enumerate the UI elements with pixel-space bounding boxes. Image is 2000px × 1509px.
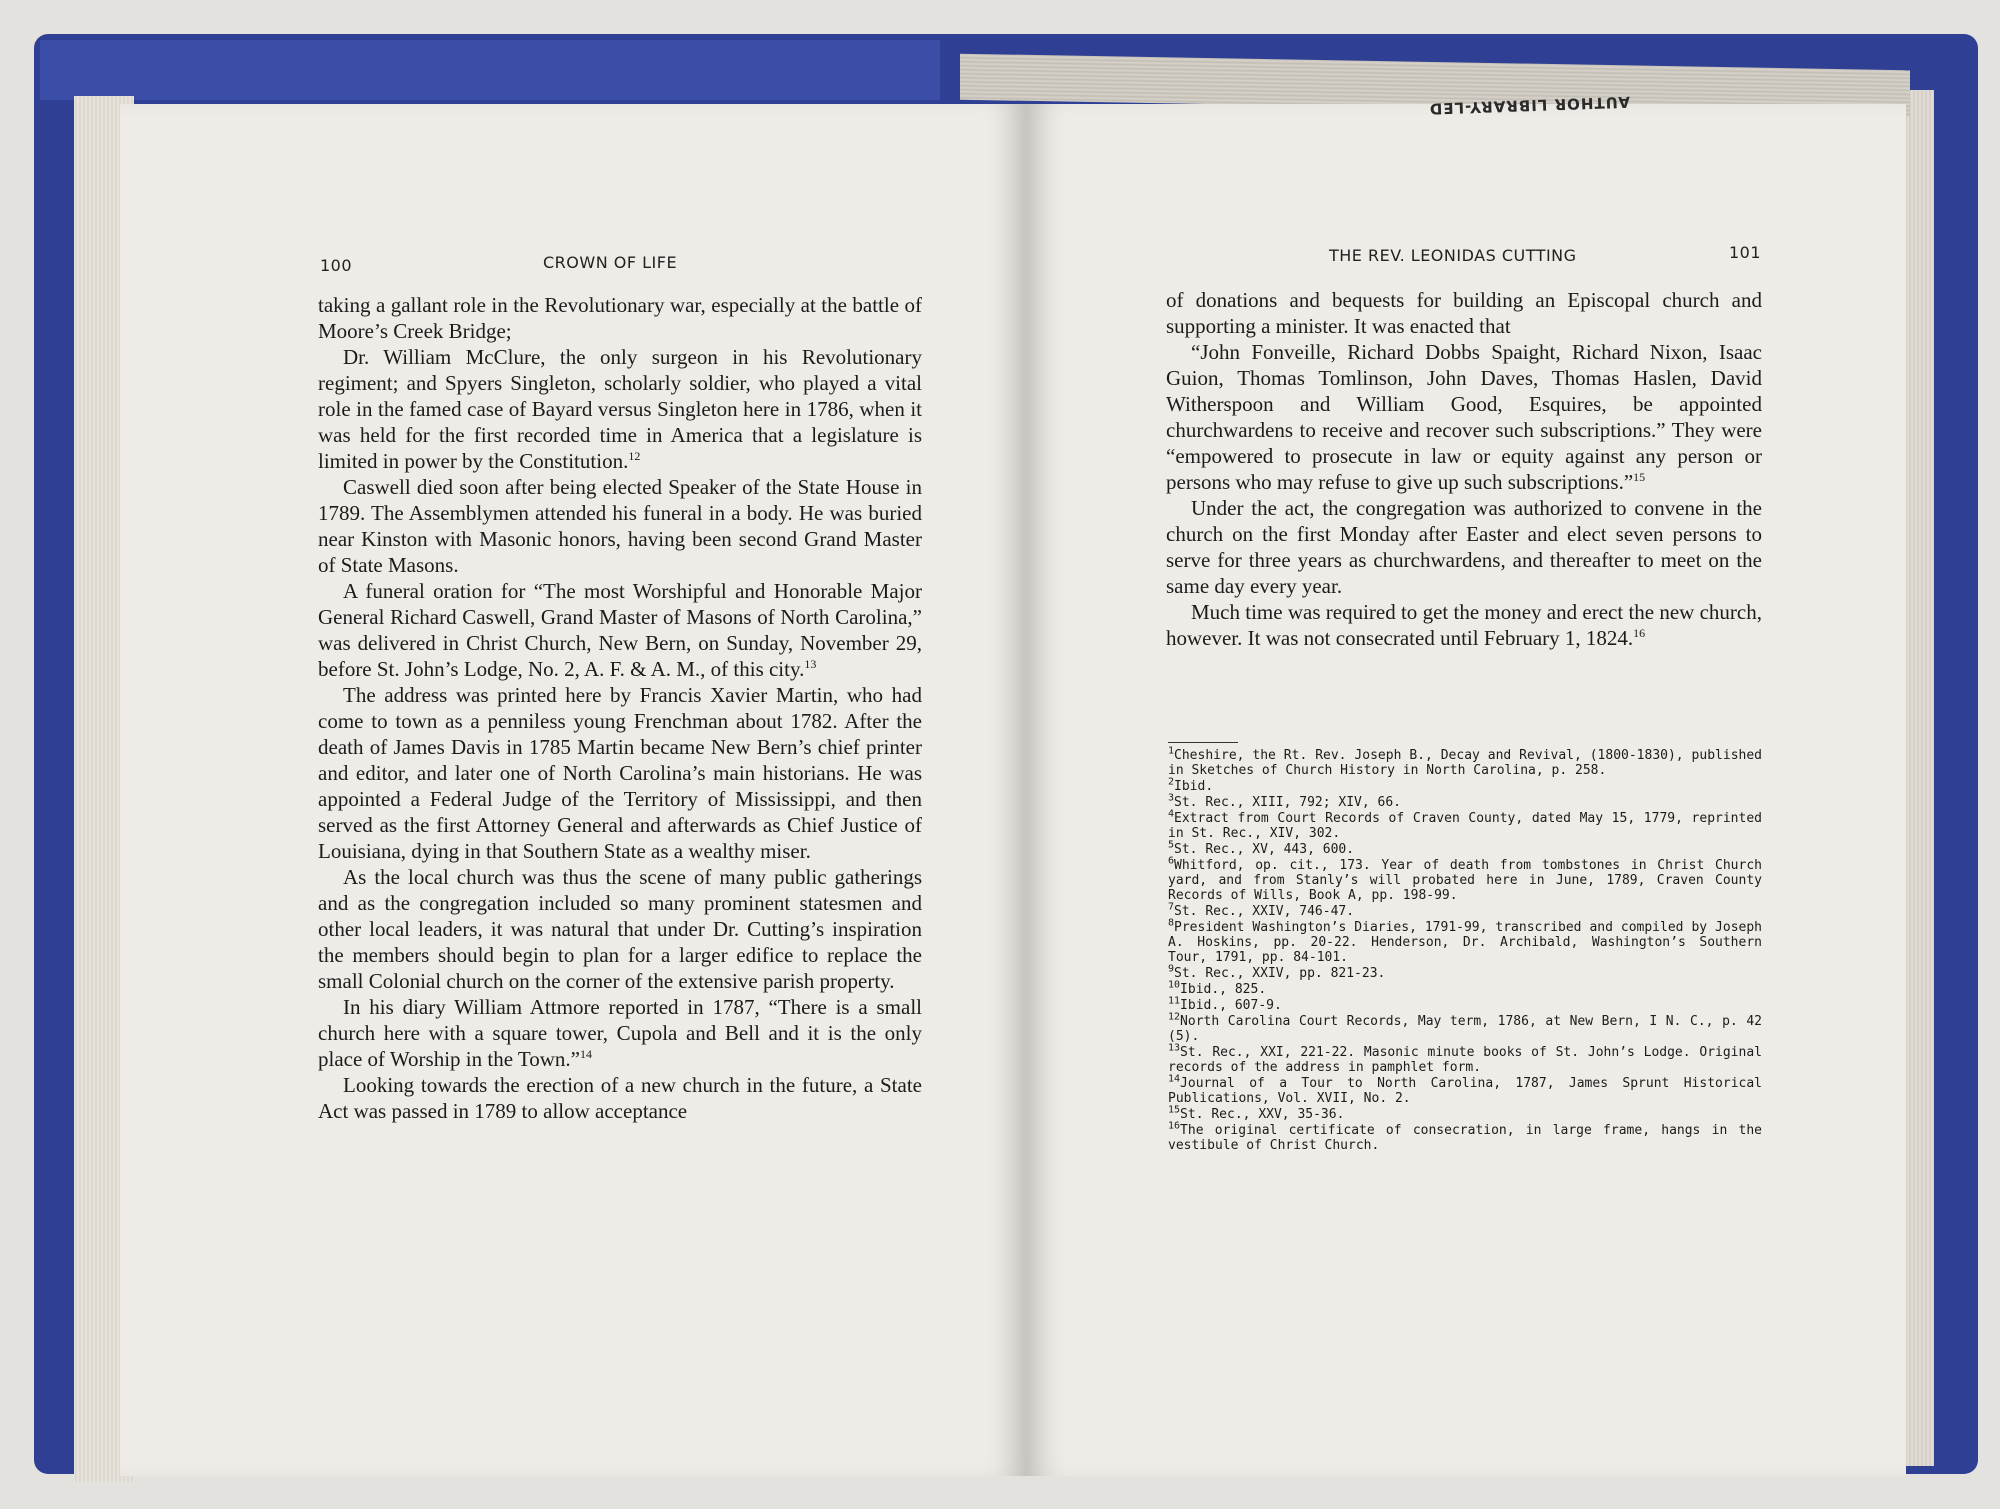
footnote (1168, 855, 1762, 903)
paragraph: of donations and bequests for building an Episcopal church and supporting a minister. It was enacted that (1166, 288, 1762, 338)
footnote (1168, 979, 1762, 997)
footnote-text: St. Rec., XV, 443, 600. (1174, 842, 1355, 857)
footnote-number: 14 (1168, 1073, 1181, 1085)
footnote-divider (1168, 742, 1238, 743)
left-page-body (318, 292, 922, 1124)
paragraph: A funeral oration for “The most Worshipful and Honorable Major General Richard Caswell, Grand Master of Masons of North Carolina,” was delivered in Christ Church, New Bern, on Sunday, November 29, before St. John’s Lodge, No. 2, A. F. & A. M., of this city.$^{13}$ (318, 579, 922, 681)
paragraph: taking a gallant role in the Revolutionary war, especially at the battle of Moore’s Creek Bridge; (318, 293, 922, 343)
footnote-number: 9 (1168, 963, 1175, 975)
left-running-head: CROWN OF LIFE (543, 253, 678, 272)
footnote (1168, 1073, 1762, 1106)
footnote-number: 3 (1168, 792, 1175, 804)
footnote-text: St. Rec., XXIV, 746-47. (1174, 904, 1355, 919)
footnote-number: 16 (1168, 1120, 1181, 1132)
right-running-head: THE REV. LEONIDAS CUTTING (1329, 246, 1577, 265)
paragraph: “John Fonveille, Richard Dobbs Spaight, Richard Nixon, Isaac Guion, Thomas Tomlinson, John Daves, Thomas Haslen, David Witherspoon and William Good, Esquires, be appointed churchwardens to receive and recover such subscriptions.” They were “empowered to prosecute in law or equity against any person or persons who may refuse to give up such subscriptions.”$^{15}$ (1166, 340, 1762, 494)
footnote (1168, 745, 1762, 778)
footnote-text: President Washington’s Diaries, 1791-99, transcribed and compiled by Joseph A. Hoskins, pp. 20-22. Henderson, Dr. Archibald, Washington’s Southern Tour, 1791, pp. 84-101. (1168, 920, 1762, 965)
footnote (1168, 963, 1762, 981)
footnote-text: St. Rec., XXIV, pp. 821-23. (1174, 966, 1386, 981)
footnote (1168, 776, 1762, 794)
footnote-ref[interactable]: 13 (804, 657, 817, 671)
footnote (1168, 808, 1762, 841)
footnote-number: 8 (1168, 917, 1175, 929)
paragraph: As the local church was thus the scene of many public gatherings and as the congregation included so many prominent statesmen and other local leaders, it was natural that under Dr. Cutting’s inspiration the members should begin to plan for a larger edifice to replace the small Colonial church on the corner of the extensive parish property. (318, 865, 922, 993)
footnote (1168, 995, 1762, 1013)
library-stamp: AUTHOR LIBRARY-LED (1428, 92, 1631, 118)
footnote-number: 15 (1168, 1104, 1181, 1116)
footnote (1168, 1120, 1762, 1153)
footnote-number: 7 (1168, 901, 1175, 913)
footnote-text: Ibid., 825. (1180, 982, 1267, 997)
footnote (1168, 839, 1762, 857)
footnote-text: Journal of a Tour to North Carolina, 1787, James Sprunt Historical Publications, Vol. XVII, No. 2. (1168, 1076, 1762, 1106)
footnote-text: Ibid. (1174, 779, 1214, 794)
footnote-text: Ibid., 607-9. (1180, 998, 1282, 1013)
footnote-number: 13 (1168, 1042, 1181, 1054)
footnote (1168, 792, 1762, 810)
paragraph: Looking towards the erection of a new church in the future, a State Act was passed in 1789 to allow acceptance (318, 1073, 922, 1123)
footnote-number: 2 (1168, 776, 1175, 788)
paragraph: Dr. William McClure, the only surgeon in his Revolutionary regiment; and Spyers Singleton, scholarly soldier, who played a vital role in the famed case of Bayard versus Singleton here in 1786, when it was held for the first recorded time in America that a legislature is limited in power by the Constitution.$^{12}$ (318, 345, 922, 473)
left-page-number: 100 (320, 256, 353, 275)
footnote-ref[interactable]: 15 (1633, 470, 1646, 484)
right-page-number: 101 (1729, 243, 1762, 262)
footnote-ref[interactable]: 16 (1633, 626, 1646, 640)
right-page-body (1166, 287, 1762, 651)
footnote (1168, 1011, 1762, 1044)
footnotes (1168, 745, 1762, 1154)
footnote-number: 12 (1168, 1011, 1181, 1023)
footnote-text: St. Rec., XXI, 221-22. Masonic minute books of St. John’s Lodge. Original records of the address in pamphlet form. (1168, 1045, 1762, 1075)
footnote-ref[interactable]: 14 (580, 1047, 593, 1061)
footnote-text: St. Rec., XXV, 35-36. (1180, 1107, 1345, 1122)
footnote-text: North Carolina Court Records, May term, 1786, at New Bern, I N. C., p. 42 (5). (1168, 1014, 1762, 1044)
paragraph: Caswell died soon after being elected Speaker of the State House in 1789. The Assemblymen attended his funeral in a body. He was buried near Kinston with Masonic honors, having been second Grand Master of State Masons. (318, 475, 922, 577)
footnote-number: 11 (1168, 995, 1181, 1007)
footnote (1168, 1104, 1762, 1122)
footnote-number: 5 (1168, 839, 1175, 851)
paragraph: In his diary William Attmore reported in 1787, “There is a small church here with a square tower, Cupola and Bell and it is the only place of Worship in the Town.”$^{14}$ (318, 995, 922, 1071)
footnote-number: 4 (1168, 808, 1175, 820)
footnote-text: St. Rec., XIII, 792; XIV, 66. (1174, 795, 1402, 810)
footnote-number: 10 (1168, 979, 1181, 991)
footnote-number: 6 (1168, 855, 1175, 867)
paragraph: Under the act, the congregation was authorized to convene in the church on the first Monday after Easter and elect seven persons to serve for three years as churchwardens, and thereafter to meet on the same day every year. (1166, 496, 1762, 598)
footnote (1168, 917, 1762, 965)
book-cover-spine-edge (40, 40, 940, 100)
footnote (1168, 1042, 1762, 1075)
footnote-text: Cheshire, the Rt. Rev. Joseph B., Decay and Revival, (1800-1830), published in Sketches of Church History in North Carolina, p. 258. (1168, 748, 1762, 778)
footnote-number: 1 (1168, 745, 1175, 757)
paragraph: Much time was required to get the money and erect the new church, however. It was not consecrated until February 1, 1824.16 (1166, 600, 1762, 650)
footnote-text: The original certificate of consecration, in large frame, hangs in the vestibule of Christ Church. (1168, 1123, 1762, 1153)
paragraph: The address was printed here by Francis Xavier Martin, who had come to town as a penniless young Frenchman about 1782. After the death of James Davis in 1785 Martin became New Bern’s chief printer and editor, and later one of North Carolina’s main historians. He was appointed a Federal Judge of the Territory of Mississippi, and then served as the first Attorney General and afterwards as Chief Justice of Louisiana, dying in that Southern State as a wealthy miser. (318, 683, 922, 863)
footnote-text: Whitford, op. cit., 173. Year of death from tombstones in Christ Church yard, and from Stanly’s will probated here in June, 1789, Craven County Records of Wills, Book A, pp. 198-99. (1168, 858, 1762, 903)
footnote-ref[interactable]: 12 (628, 449, 641, 463)
footnote (1168, 901, 1762, 919)
footnote-text: Extract from Court Records of Craven County, dated May 15, 1779, reprinted in St. Rec., XIV, 302. (1168, 811, 1762, 841)
